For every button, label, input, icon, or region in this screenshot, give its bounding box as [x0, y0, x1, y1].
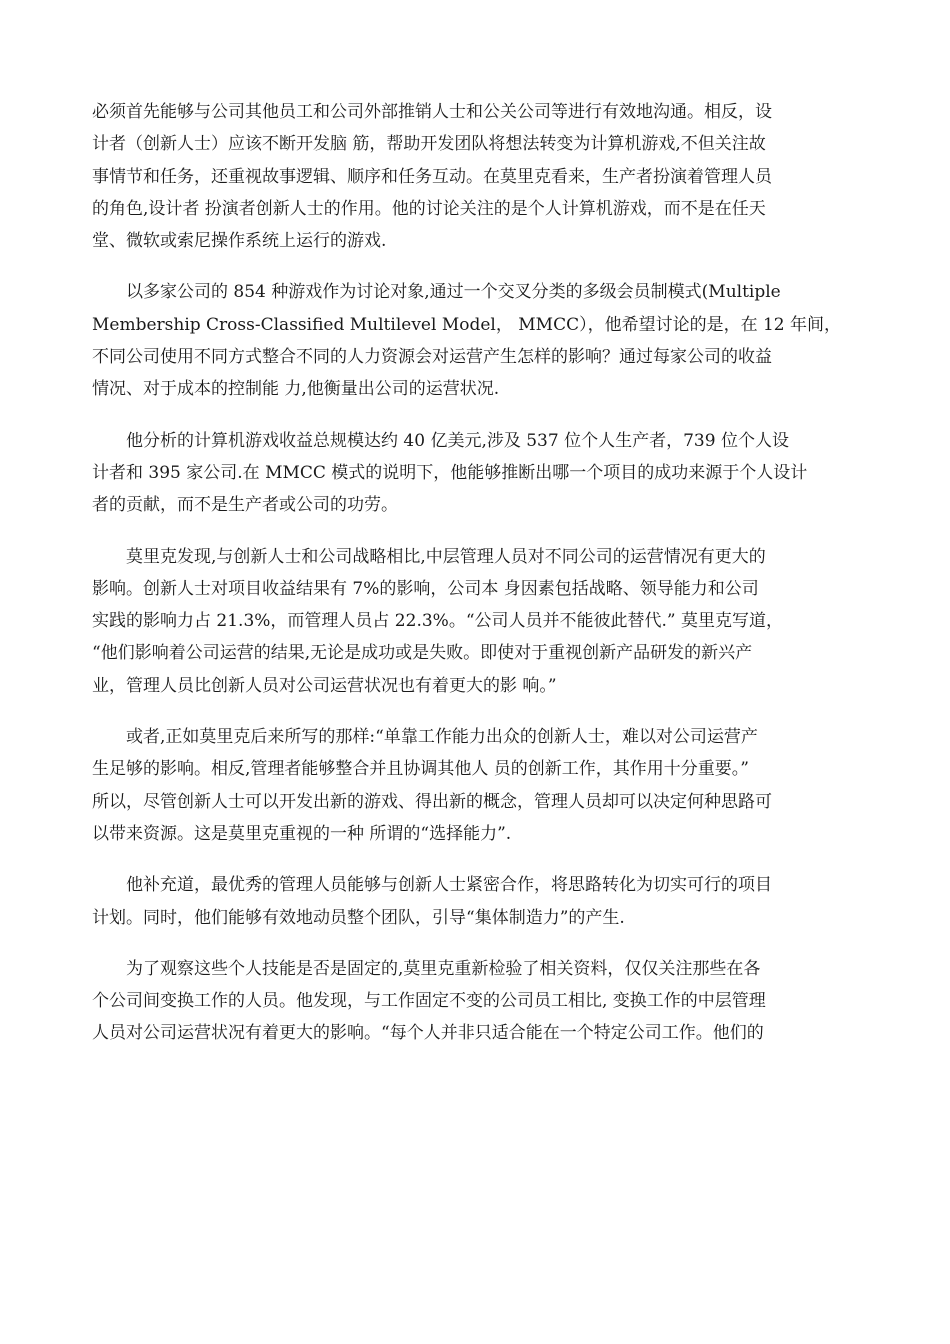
- text-line: 人员对公司运营状况有着更大的影响。“每个人并非只适合能在一个特定公司工作。他们的: [92, 1023, 764, 1044]
- text-line: 的角色,设计者 扮演者创新人士的作用。他的讨论关注的是个人计算机游戏，而不是在任天: [92, 198, 766, 219]
- paragraph-6: [92, 869, 858, 934]
- document-body: [92, 96, 858, 1069]
- text-line: 计者和 395 家公司.在 MMCC 模式的说明下，他能够推断出哪一个项目的成功来源于个人设计: [92, 462, 808, 483]
- paragraph-4: [92, 541, 858, 702]
- text-line: 者的贡献，而不是生产者或公司的功劳。: [92, 495, 398, 516]
- text-line: 影响。创新人士对项目收益结果有 7%的影响，公司本 身因素包括战略、领导能力和公司: [92, 578, 759, 599]
- text-line: 他分析的计算机游戏收益总规模达约 40 亿美元,涉及 537 位个人生产者，739 位个人设: [92, 430, 789, 451]
- text-line: 必须首先能够与公司其他员工和公司外部推销人士和公关公司等进行有效地沟通。相反，设: [92, 102, 772, 122]
- text-line: 以多家公司的 854 种游戏作为讨论对象,通过一个交叉分类的多级会员制模式(Multiple: [92, 282, 781, 303]
- text-line: 计者（创新人士）应该不断开发脑 筋，帮助开发团队将想法转变为计算机游戏,不但关注故: [92, 134, 766, 155]
- text-line: Membership Cross-Classified Multilevel Model， MMCC），他希望讨论的是，在 12 年间，: [92, 314, 842, 335]
- text-line: 以带来资源。这是莫里克重视的一种 所谓的“选择能力”.: [92, 823, 512, 844]
- text-line: 或者,正如莫里克后来所写的那样:“单靠工作能力出众的创新人士，难以对公司运营产: [92, 727, 758, 748]
- paragraph-5: [92, 721, 858, 850]
- paragraph-1: [92, 96, 858, 257]
- text-line: 他补充道，最优秀的管理人员能够与创新人士紧密合作，将思路转化为切实可行的项目: [92, 875, 772, 896]
- text-line: 生足够的影响。相反,管理者能够整合并且协调其他人 员的创新工作，其作用十分重要。”: [92, 759, 749, 780]
- text-line: “他们影响着公司运营的结果,无论是成功或是失败。即使对于重视创新产品研发的新兴产: [92, 643, 753, 664]
- text-line: 业，管理人员比创新人员对公司运营状况也有着更大的影 响。”: [92, 675, 557, 696]
- text-line: 个公司间变换工作的人员。他发现，与工作固定不变的公司员工相比, 变换工作的中层管理: [92, 991, 766, 1012]
- text-line: 不同公司使用不同方式整合不同的人力资源会对运营产生怎样的影响？通过每家公司的收益: [92, 347, 772, 368]
- paragraph-3: [92, 425, 858, 522]
- text-line: 计划。同时，他们能够有效地动员整个团队，引导“集体制造力”的产生.: [92, 907, 625, 928]
- paragraph-2: [92, 276, 858, 405]
- text-line: 情况、对于成本的控制能 力,他衡量出公司的运营状况.: [92, 379, 500, 400]
- text-line: 事情节和任务，还重视故事逻辑、顺序和任务互动。在莫里克看来，生产者扮演着管理人员: [92, 166, 772, 187]
- text-line: 莫里克发现,与创新人士和公司战略相比,中层管理人员对不同公司的运营情况有更大的: [92, 546, 766, 567]
- text-line: 实践的影响力占 21.3%，而管理人员占 22.3%。“公司人员并不能彼此替代.” 莫里克写道，: [92, 611, 784, 632]
- text-line: 为了观察这些个人技能是否是固定的,莫里克重新检验了相关资料，仅仅关注那些在各: [92, 958, 761, 979]
- text-line: 堂、微软或索尼操作系统上运行的游戏.: [92, 231, 387, 252]
- paragraph-7: [92, 953, 858, 1050]
- text-line: 所以，尽管创新人士可以开发出新的游戏、得出新的概念，管理人员却可以决定何种思路可: [92, 791, 772, 812]
